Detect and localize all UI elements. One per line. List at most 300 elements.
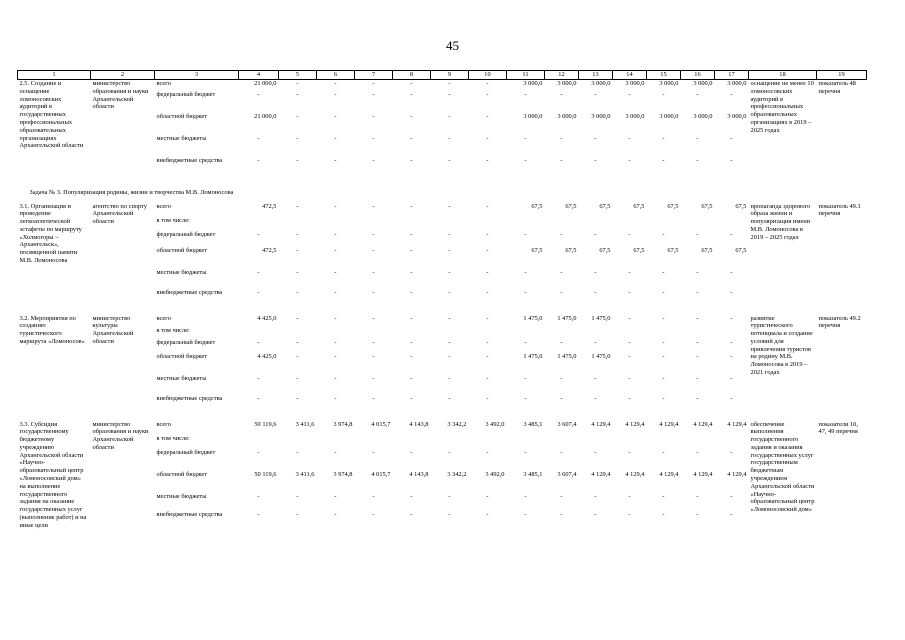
amount-cell: - <box>334 90 337 98</box>
amount-cell: 3 000,0 <box>727 80 747 87</box>
col-number: 10 <box>469 71 507 80</box>
amount-cell: - <box>372 374 375 382</box>
empty-cell <box>279 435 317 449</box>
amount-cell: - <box>696 510 699 518</box>
col-number: 3 <box>155 71 239 80</box>
amount-cell: - <box>448 90 451 98</box>
empty-cell <box>545 435 579 449</box>
amount-cell: - <box>486 80 489 87</box>
amount-cell: - <box>372 492 375 500</box>
amount-cell: - <box>594 288 597 296</box>
amount-cell: 3 974,8 <box>333 470 353 478</box>
amount-cell: - <box>486 352 489 360</box>
funding-source-label: в том числе: <box>156 216 190 224</box>
amount-cell: - <box>662 394 665 402</box>
amount-cell: 3 411,6 <box>295 420 315 428</box>
amount-cell: 67,5 <box>599 202 611 210</box>
amount-cell: - <box>486 134 489 142</box>
amount-cell: - <box>628 492 631 500</box>
amount-cell: - <box>560 394 563 402</box>
amount-cell: 3 492,0 <box>485 420 505 428</box>
amount-cell: - <box>257 268 260 276</box>
amount-cell: - <box>257 338 260 346</box>
amount-cell: 4 129,4 <box>659 470 679 478</box>
amount-cell: - <box>524 268 527 276</box>
amount-cell: - <box>628 352 631 360</box>
amount-cell: - <box>334 268 337 276</box>
program-funding-table <box>17 70 867 547</box>
amount-cell: 3 492,0 <box>485 470 505 478</box>
empty-cell <box>431 435 469 449</box>
amount-cell: - <box>257 156 260 164</box>
amount-cell: 3 000,0 <box>659 112 679 120</box>
amount-cell: - <box>662 314 665 322</box>
amount-cell: - <box>696 448 699 456</box>
table-row <box>18 315 867 327</box>
amount-cell: 1 475,0 <box>557 314 577 322</box>
funding-source-label: в том числе: <box>156 434 190 442</box>
expected-result: пропаганда здорового образа жизни и популяризация имени М.В. Ломоносова в 2019 – 2025 годах <box>750 202 811 241</box>
empty-cell <box>545 327 579 339</box>
amount-cell: - <box>662 230 665 238</box>
col-number: 15 <box>647 71 681 80</box>
amount-cell: - <box>696 230 699 238</box>
funding-source-label: областной бюджет <box>156 112 207 120</box>
amount-cell: - <box>296 448 299 456</box>
empty-cell <box>355 327 393 339</box>
amount-cell: 3 974,8 <box>333 420 353 428</box>
amount-cell: - <box>730 90 733 98</box>
amount-cell: - <box>662 374 665 382</box>
amount-cell: 3 000,0 <box>693 80 713 87</box>
amount-cell: - <box>696 314 699 322</box>
amount-cell: 1 475,0 <box>557 352 577 360</box>
amount-cell: - <box>410 134 413 142</box>
amount-cell: - <box>296 134 299 142</box>
amount-cell: 3 485,1 <box>523 420 543 428</box>
amount-cell: - <box>257 492 260 500</box>
empty-cell <box>239 217 279 231</box>
amount-cell: - <box>410 90 413 98</box>
amount-cell: - <box>410 156 413 164</box>
funding-source-label: местные бюджеты <box>156 374 207 382</box>
spacer-row <box>18 541 867 547</box>
amount-cell: - <box>410 288 413 296</box>
funding-source-label: всего <box>156 202 171 210</box>
amount-cell: 4 129,4 <box>693 470 713 478</box>
amount-cell: - <box>296 90 299 98</box>
amount-cell: - <box>524 394 527 402</box>
funding-source-label: федеральный бюджет <box>156 338 216 346</box>
amount-cell: - <box>486 394 489 402</box>
col-number: 9 <box>431 71 469 80</box>
amount-cell: - <box>410 230 413 238</box>
empty-cell <box>239 327 279 339</box>
amount-cell: - <box>696 156 699 164</box>
amount-cell: 4 143,8 <box>409 470 429 478</box>
amount-cell: - <box>628 448 631 456</box>
amount-cell: - <box>448 394 451 402</box>
amount-cell: 4 015,7 <box>371 470 391 478</box>
amount-cell: - <box>448 510 451 518</box>
amount-cell: - <box>662 268 665 276</box>
table-row <box>18 80 867 91</box>
funding-source-label: внебюджетные средства <box>156 394 223 402</box>
amount-cell: 3 000,0 <box>557 80 577 87</box>
empty-cell <box>469 435 507 449</box>
amount-cell: - <box>372 352 375 360</box>
amount-cell: - <box>296 268 299 276</box>
amount-cell: - <box>594 156 597 164</box>
empty-cell <box>647 435 681 449</box>
amount-cell: - <box>560 156 563 164</box>
table-row <box>18 421 867 435</box>
empty-cell <box>647 217 681 231</box>
empty-cell <box>613 327 647 339</box>
amount-cell: - <box>372 230 375 238</box>
empty-cell <box>681 435 715 449</box>
spacer <box>18 541 867 547</box>
amount-cell: - <box>628 394 631 402</box>
amount-cell: - <box>730 338 733 346</box>
amount-cell: - <box>696 134 699 142</box>
amount-cell: - <box>334 134 337 142</box>
amount-cell: 4 015,7 <box>371 420 391 428</box>
expected-result: развитие туристического потенциала и создание условий для привлечения туристов на родину М.В. Ломоносова в 2019 – 2021 годах <box>750 314 813 377</box>
amount-cell: - <box>448 134 451 142</box>
amount-cell: - <box>730 374 733 382</box>
amount-cell: - <box>372 288 375 296</box>
amount-cell: 67,5 <box>735 202 747 210</box>
amount-cell: - <box>662 492 665 500</box>
amount-cell: 3 411,6 <box>295 470 315 478</box>
amount-cell: - <box>628 156 631 164</box>
amount-cell: - <box>334 448 337 456</box>
amount-cell: - <box>448 246 451 254</box>
amount-cell: 4 129,4 <box>591 470 611 478</box>
amount-cell: - <box>486 338 489 346</box>
amount-cell: - <box>257 448 260 456</box>
empty-cell <box>715 217 749 231</box>
amount-cell: - <box>448 156 451 164</box>
amount-cell: - <box>486 268 489 276</box>
col-number: 4 <box>239 71 279 80</box>
amount-cell: 67,5 <box>633 202 645 210</box>
col-number: 16 <box>681 71 715 80</box>
amount-cell: 472,5 <box>262 246 277 254</box>
amount-cell: - <box>696 90 699 98</box>
empty-cell <box>715 435 749 449</box>
amount-cell: 67,5 <box>701 202 713 210</box>
amount-cell: - <box>730 268 733 276</box>
amount-cell: - <box>696 288 699 296</box>
amount-cell: - <box>372 90 375 98</box>
amount-cell: - <box>372 338 375 346</box>
amount-cell: - <box>296 394 299 402</box>
empty-cell <box>507 435 545 449</box>
executor-name: министерство культуры Архангельской области <box>92 314 134 345</box>
amount-cell: - <box>410 448 413 456</box>
amount-cell: 4 129,4 <box>693 420 713 428</box>
amount-cell: - <box>730 492 733 500</box>
col-number: 5 <box>279 71 317 80</box>
amount-cell: - <box>594 268 597 276</box>
amount-cell: - <box>730 394 733 402</box>
empty-cell <box>579 217 613 231</box>
amount-cell: - <box>730 510 733 518</box>
table-body <box>18 80 867 547</box>
empty-cell <box>393 217 431 231</box>
amount-cell: 3 000,0 <box>727 112 747 120</box>
amount-cell: - <box>372 448 375 456</box>
empty-cell <box>393 435 431 449</box>
amount-cell: - <box>372 314 375 322</box>
amount-cell: - <box>594 374 597 382</box>
amount-cell: - <box>662 288 665 296</box>
empty-cell <box>507 327 545 339</box>
amount-cell: 21 000,0 <box>254 112 277 120</box>
amount-cell: - <box>730 230 733 238</box>
empty-cell <box>681 327 715 339</box>
empty-cell <box>579 327 613 339</box>
amount-cell: - <box>334 202 337 210</box>
amount-cell: - <box>296 352 299 360</box>
amount-cell: - <box>448 268 451 276</box>
measure-name: 3.1. Организация и проведение легкоатлетической эстафеты по маршруту «Холмогоры – Архангельск», посвященной памяти М.В. Ломоносова <box>19 202 82 265</box>
amount-cell: - <box>696 268 699 276</box>
amount-cell: - <box>296 246 299 254</box>
amount-cell: - <box>560 510 563 518</box>
amount-cell: - <box>410 492 413 500</box>
empty-cell <box>431 217 469 231</box>
amount-cell: - <box>594 338 597 346</box>
amount-cell: - <box>334 156 337 164</box>
amount-cell: - <box>372 394 375 402</box>
measure-name: 3.3. Субсидия государственному бюджетному учреждению Архангельской области «Научно-образовательный центр «Ломоносовский дом» на выполнение государственного задания на оказание государственных услуг (выполнение работ) и на иные цели <box>19 420 87 529</box>
amount-cell: - <box>296 338 299 346</box>
amount-cell: - <box>296 230 299 238</box>
amount-cell: - <box>730 288 733 296</box>
amount-cell: - <box>372 134 375 142</box>
amount-cell: - <box>524 134 527 142</box>
amount-cell: - <box>448 230 451 238</box>
amount-cell: 67,5 <box>667 246 679 254</box>
amount-cell: - <box>448 112 451 120</box>
amount-cell: - <box>257 510 260 518</box>
amount-cell: - <box>257 134 260 142</box>
amount-cell: - <box>730 156 733 164</box>
funding-source-label: местные бюджеты <box>156 268 207 276</box>
amount-cell: - <box>560 90 563 98</box>
amount-cell: - <box>448 492 451 500</box>
amount-cell: - <box>334 80 337 87</box>
funding-source-label: внебюджетные средства <box>156 288 223 296</box>
amount-cell: - <box>448 288 451 296</box>
empty-cell <box>317 217 355 231</box>
amount-cell: - <box>334 246 337 254</box>
amount-cell: - <box>410 394 413 402</box>
funding-source-label: внебюджетные средства <box>156 156 223 164</box>
amount-cell: 67,5 <box>701 246 713 254</box>
amount-cell: - <box>486 202 489 210</box>
funding-source-label: в том числе: <box>156 326 190 334</box>
col-number: 7 <box>355 71 393 80</box>
amount-cell: - <box>486 288 489 296</box>
amount-cell: - <box>410 314 413 322</box>
amount-cell: 4 129,4 <box>727 420 747 428</box>
amount-cell: - <box>486 448 489 456</box>
amount-cell: - <box>628 268 631 276</box>
executor-name: агентство по спорту Архангельской области <box>92 202 148 226</box>
funding-source-label: федеральный бюджет <box>156 230 216 238</box>
empty-cell <box>613 435 647 449</box>
amount-cell: - <box>372 112 375 120</box>
amount-cell: - <box>486 230 489 238</box>
amount-cell: - <box>524 288 527 296</box>
col-number: 1 <box>18 71 91 80</box>
amount-cell: - <box>696 338 699 346</box>
amount-cell: - <box>334 338 337 346</box>
amount-cell: 3 000,0 <box>659 80 679 87</box>
amount-cell: 4 129,4 <box>591 420 611 428</box>
empty-cell <box>431 327 469 339</box>
amount-cell: - <box>594 90 597 98</box>
empty-cell <box>469 217 507 231</box>
amount-cell: - <box>334 352 337 360</box>
amount-cell: - <box>334 230 337 238</box>
amount-cell: - <box>486 492 489 500</box>
amount-cell: - <box>560 268 563 276</box>
amount-cell: 1 475,0 <box>523 352 543 360</box>
amount-cell: - <box>730 352 733 360</box>
measure-name: 2.5. Создание и оснащение ломоносовских аудиторий в государственных профессиональных образовательных организациях Архангельской области <box>19 80 84 150</box>
amount-cell: 67,5 <box>667 202 679 210</box>
amount-cell: - <box>410 268 413 276</box>
amount-cell: - <box>448 338 451 346</box>
amount-cell: - <box>296 314 299 322</box>
amount-cell: - <box>524 374 527 382</box>
amount-cell: - <box>257 230 260 238</box>
amount-cell: 67,5 <box>565 202 577 210</box>
funding-source-label: областной бюджет <box>156 246 207 254</box>
amount-cell: - <box>628 374 631 382</box>
amount-cell: - <box>662 90 665 98</box>
amount-cell: - <box>486 246 489 254</box>
amount-cell: - <box>594 492 597 500</box>
amount-cell: 3 342,2 <box>447 470 467 478</box>
amount-cell: 1 475,0 <box>523 314 543 322</box>
col-number: 8 <box>393 71 431 80</box>
amount-cell: - <box>662 352 665 360</box>
amount-cell: - <box>628 288 631 296</box>
indicator-ref: показатель 49.2 перечня <box>818 314 861 330</box>
amount-cell: - <box>524 338 527 346</box>
amount-cell: - <box>334 510 337 518</box>
amount-cell: - <box>628 90 631 98</box>
amount-cell: 1 475,0 <box>591 352 611 360</box>
amount-cell: 3 485,1 <box>523 470 543 478</box>
amount-cell: - <box>560 374 563 382</box>
amount-cell: 67,5 <box>735 246 747 254</box>
amount-cell: - <box>696 352 699 360</box>
amount-cell: - <box>662 156 665 164</box>
page-number: 45 <box>446 38 459 53</box>
amount-cell: 3 000,0 <box>523 80 543 87</box>
empty-cell <box>279 217 317 231</box>
funding-source-label: всего <box>156 80 171 87</box>
empty-cell <box>317 327 355 339</box>
amount-cell: - <box>628 338 631 346</box>
amount-cell: - <box>560 492 563 500</box>
funding-source-label: областной бюджет <box>156 352 207 360</box>
amount-cell: 4 129,4 <box>625 420 645 428</box>
amount-cell: 1 475,0 <box>591 314 611 322</box>
amount-cell: 50 119,6 <box>254 470 277 478</box>
amount-cell: - <box>372 202 375 210</box>
amount-cell: - <box>334 492 337 500</box>
amount-cell: 67,5 <box>599 246 611 254</box>
funding-source-label: внебюджетные средства <box>156 510 223 518</box>
amount-cell: - <box>560 288 563 296</box>
amount-cell: - <box>524 448 527 456</box>
amount-cell: - <box>524 230 527 238</box>
amount-cell: - <box>524 156 527 164</box>
amount-cell: - <box>628 314 631 322</box>
col-number: 6 <box>317 71 355 80</box>
amount-cell: - <box>257 394 260 402</box>
measure-name: 3.2. Мероприятия по созданию туристического маршрута «Ломоносов» <box>19 314 85 345</box>
amount-cell: - <box>594 394 597 402</box>
amount-cell: - <box>560 230 563 238</box>
executor-name: министерство образования и науки Архангельской области <box>92 80 149 111</box>
amount-cell: - <box>448 202 451 210</box>
empty-cell <box>393 327 431 339</box>
column-number-row <box>18 71 867 80</box>
amount-cell: 3 342,2 <box>447 420 467 428</box>
amount-cell: - <box>594 448 597 456</box>
amount-cell: - <box>662 448 665 456</box>
empty-cell <box>681 217 715 231</box>
amount-cell: - <box>410 374 413 382</box>
amount-cell: - <box>486 374 489 382</box>
amount-cell: - <box>296 112 299 120</box>
amount-cell: - <box>524 510 527 518</box>
section-title-row <box>18 185 867 203</box>
amount-cell: 3 607,4 <box>557 470 577 478</box>
empty-cell <box>507 217 545 231</box>
amount-cell: - <box>296 288 299 296</box>
col-number: 13 <box>579 71 613 80</box>
amount-cell: 3 000,0 <box>523 112 543 120</box>
empty-cell <box>317 435 355 449</box>
indicator-ref: показатель 49.1 перечня <box>818 202 861 218</box>
executor-name: министерство образования и науки Архангельской области <box>92 420 149 451</box>
empty-cell <box>279 327 317 339</box>
amount-cell: 3 000,0 <box>591 112 611 120</box>
amount-cell: - <box>410 80 413 87</box>
amount-cell: 4 129,4 <box>625 470 645 478</box>
amount-cell: - <box>410 112 413 120</box>
amount-cell: - <box>334 288 337 296</box>
table-row <box>18 203 867 217</box>
amount-cell: - <box>486 510 489 518</box>
amount-cell: - <box>296 510 299 518</box>
empty-cell <box>647 327 681 339</box>
expected-result: обеспечение выполнения государственного задания и оказания государственных услуг государственным бюджетным учреждением Архангельской области «Научно-образовательный центр «Ломоносовский дом» <box>750 420 815 514</box>
task-title: Задача № 3. Популяризация родины, жизни и творчества М.В. Ломоносова <box>29 188 234 196</box>
amount-cell: - <box>594 134 597 142</box>
amount-cell: - <box>334 394 337 402</box>
